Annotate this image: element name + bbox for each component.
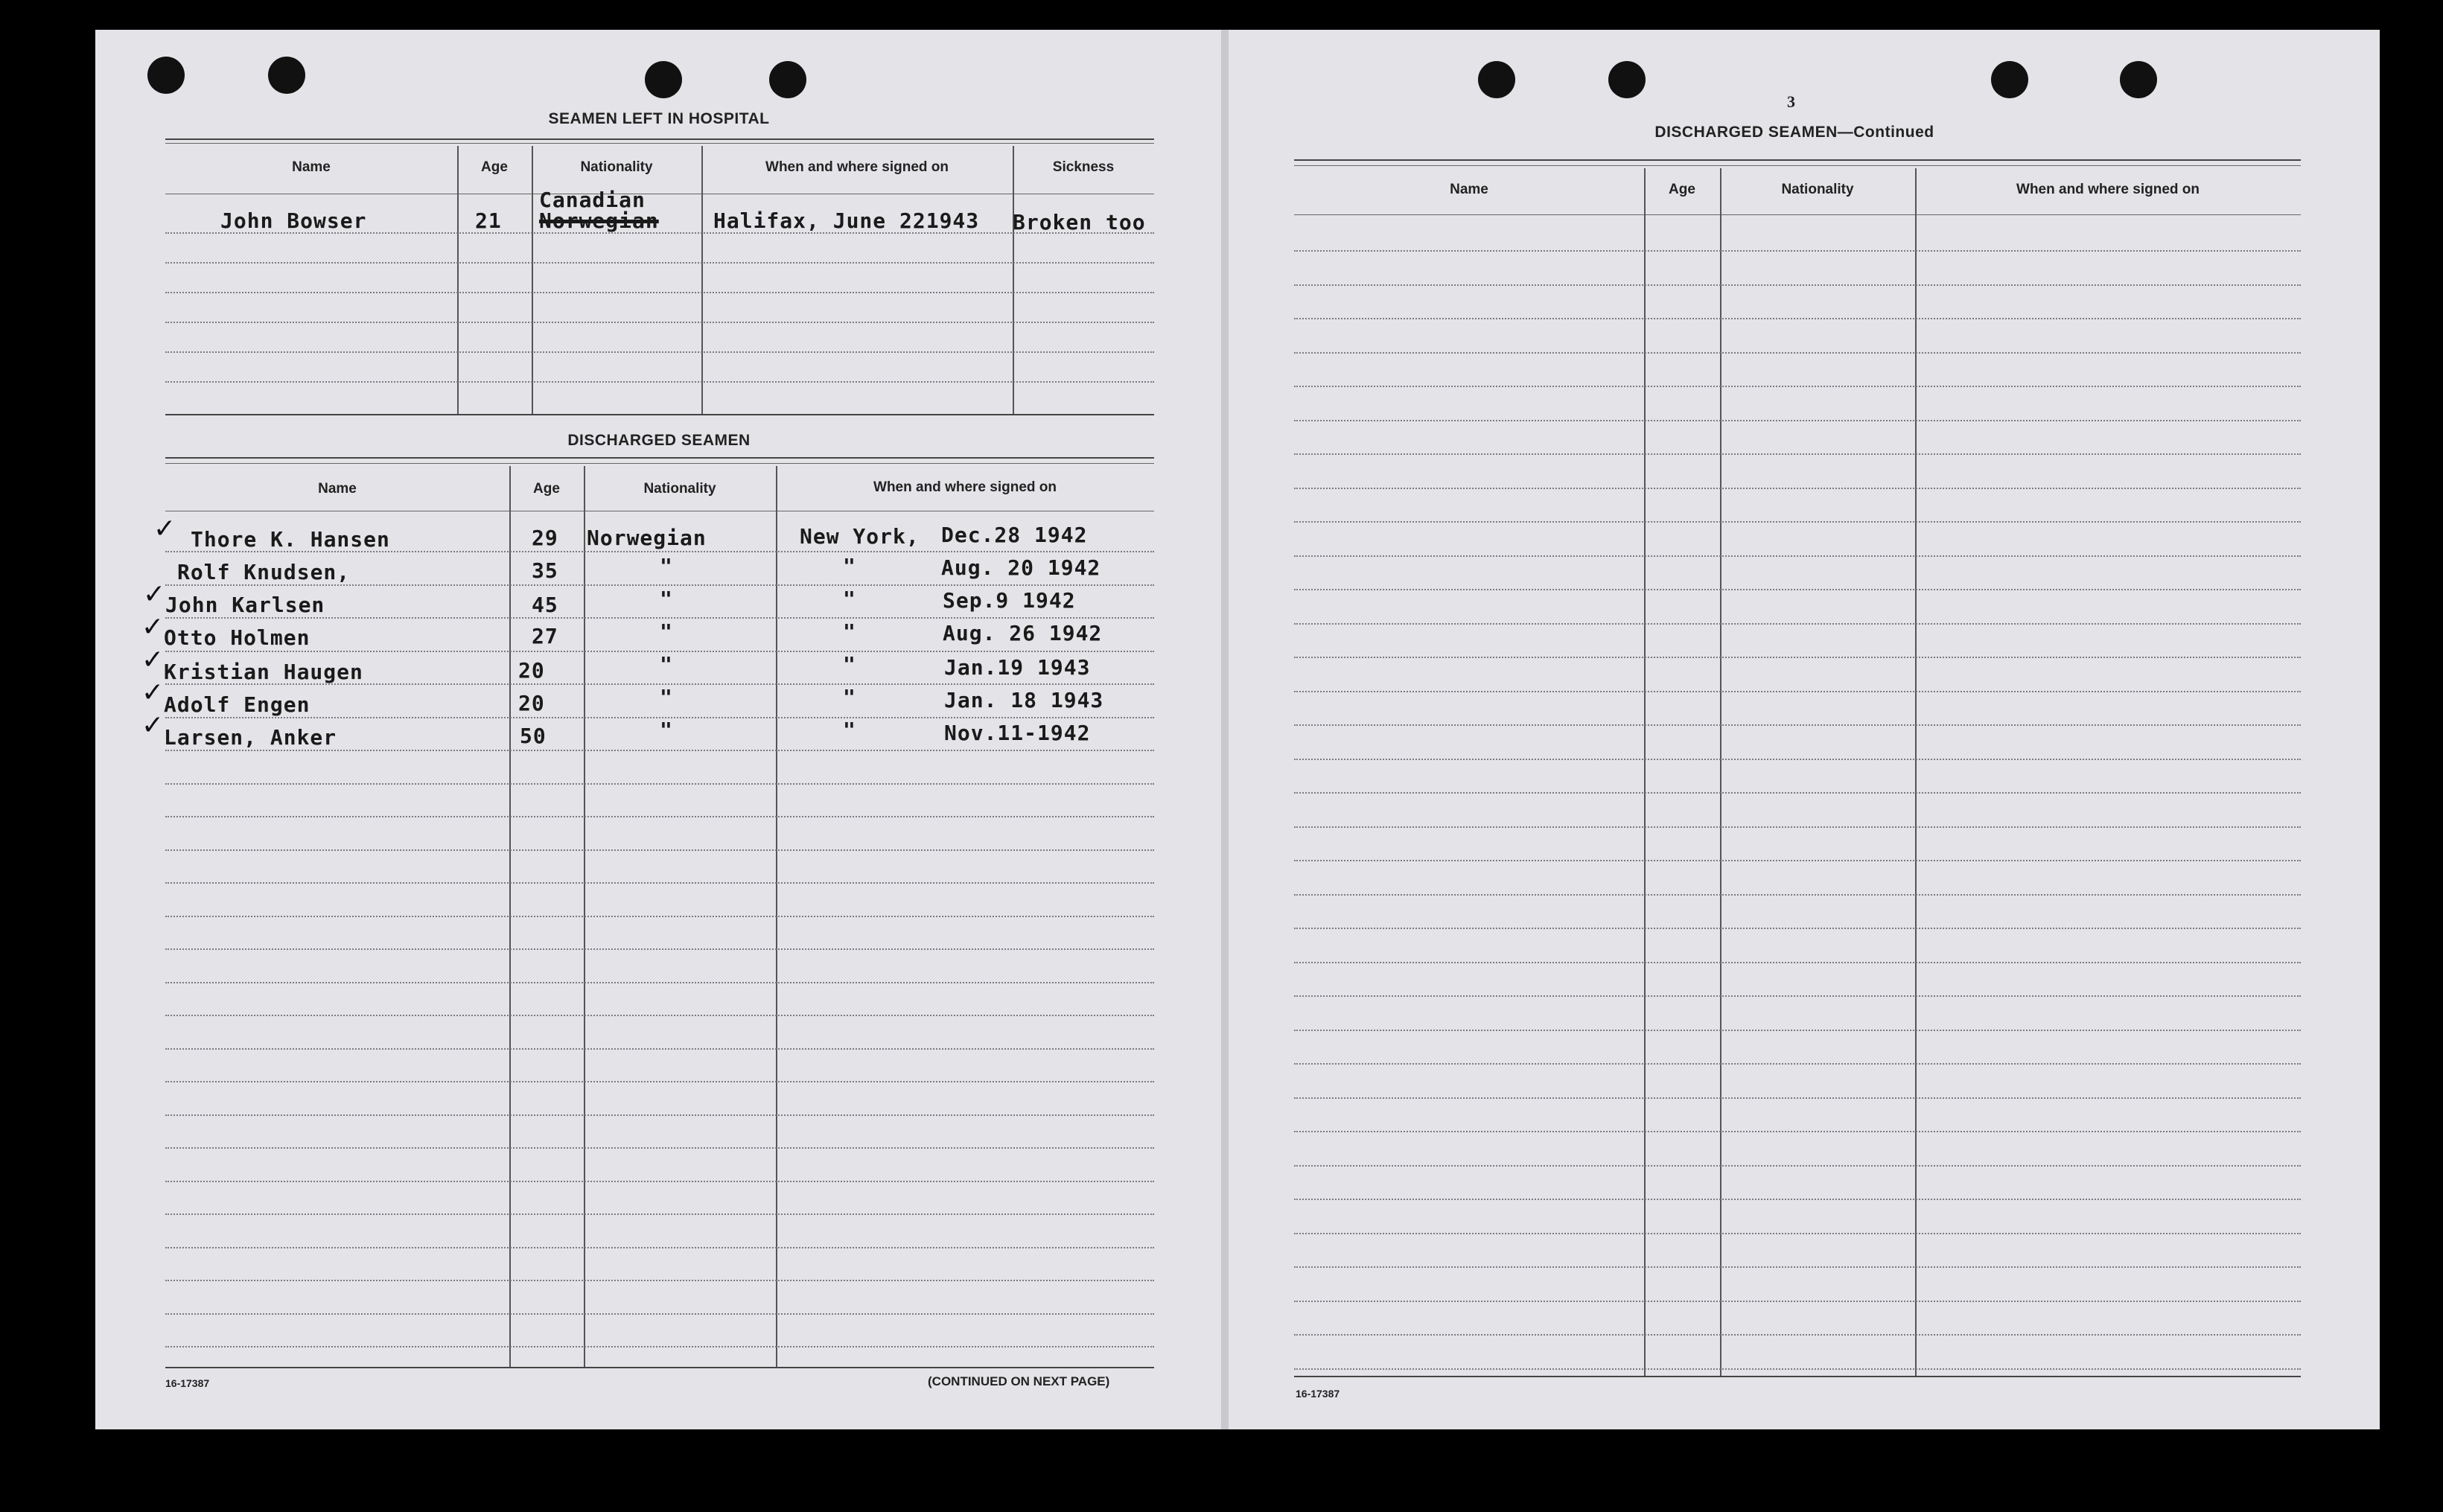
ruled-line	[1294, 623, 2301, 625]
ruled-line	[1294, 386, 2301, 387]
signed-on-place: "	[843, 554, 856, 578]
right-section-title: DISCHARGED SEAMEN—Continued	[1654, 124, 1934, 141]
hospital-row-signed-on: Halifax, June 221943	[713, 208, 980, 233]
right-header-signed-on: When and where signed on	[2016, 182, 2200, 197]
hospital-header-age: Age	[481, 159, 508, 175]
hospital-row-line	[165, 351, 1154, 353]
seaman-nationality: "	[660, 652, 673, 677]
seaman-nationality: "	[660, 619, 673, 644]
right-col-divider	[1720, 168, 1721, 1376]
ruled-line	[1294, 1334, 2301, 1336]
ruled-line	[1294, 657, 2301, 658]
right-page	[1229, 30, 2380, 1429]
ruled-line	[165, 1114, 1154, 1116]
punch-hole	[769, 61, 806, 98]
ruled-line	[165, 1346, 1154, 1347]
signed-on-place: "	[843, 652, 856, 677]
right-col-divider	[1915, 168, 1917, 1376]
signed-on-date: Sep.9 1942	[943, 588, 1076, 613]
ruled-line	[165, 783, 1154, 785]
discharged-col-divider	[509, 466, 511, 1368]
ruled-line	[1294, 1199, 2301, 1200]
ruled-line	[1294, 1301, 2301, 1302]
page-gutter	[1221, 30, 1229, 1429]
hospital-row-line	[165, 381, 1154, 383]
right-header-nationality: Nationality	[1781, 182, 1854, 197]
discharged-col-divider	[776, 466, 777, 1368]
hospital-header-signed-on: When and where signed on	[765, 159, 949, 175]
ruled-line	[165, 1015, 1154, 1016]
hospital-header-nationality: Nationality	[580, 159, 653, 175]
check-mark: ✓	[143, 579, 166, 610]
signed-on-date: Jan.19 1943	[944, 655, 1091, 680]
hospital-top-rule-2	[165, 143, 1154, 144]
left-form-number: 16-17387	[165, 1377, 210, 1389]
hospital-header-sickness: Sickness	[1052, 159, 1115, 175]
hospital-top-rule	[165, 138, 1154, 140]
check-mark: ✓	[153, 514, 176, 544]
check-mark: ✓	[141, 645, 165, 675]
ruled-line	[1294, 488, 2301, 489]
hospital-row-line	[165, 292, 1154, 293]
continued-note: (CONTINUED ON NEXT PAGE)	[928, 1374, 1110, 1388]
signed-on-date: Nov.11-1942	[944, 721, 1091, 745]
ruled-line	[165, 1048, 1154, 1050]
check-mark: ✓	[141, 612, 165, 642]
ruled-line	[1294, 555, 2301, 557]
ruled-line	[165, 1181, 1154, 1182]
seaman-nationality: Norwegian	[587, 526, 707, 550]
seaman-name: John Karlsen	[165, 593, 325, 617]
right-header-name: Name	[1450, 182, 1488, 197]
seaman-age: 20	[518, 658, 545, 683]
punch-hole	[1991, 61, 2028, 98]
hospital-row-name: John Bowser	[220, 208, 367, 233]
seaman-age: 50	[520, 724, 547, 748]
ruled-line	[1294, 1266, 2301, 1268]
ruled-line	[165, 1280, 1154, 1281]
ruled-line	[1294, 1233, 2301, 1234]
ruled-line	[1294, 1063, 2301, 1065]
hospital-row-nationality: Canadian	[539, 188, 646, 212]
ruled-line	[1294, 860, 2301, 861]
signed-on-date: Aug. 20 1942	[941, 555, 1101, 580]
seaman-age: 45	[532, 593, 558, 617]
ruled-line	[1294, 589, 2301, 590]
hospital-col-divider	[701, 146, 703, 414]
ruled-line	[1294, 1030, 2301, 1031]
signed-on-date: Dec.28 1942	[941, 523, 1088, 547]
seaman-nationality: "	[660, 718, 673, 742]
discharged-bottom-rule	[165, 1367, 1154, 1368]
ruled-line	[1294, 724, 2301, 726]
right-top-rule-2	[1294, 165, 2301, 166]
seaman-name: Otto Holmen	[164, 625, 310, 650]
seaman-age: 29	[532, 526, 558, 550]
discharged-col-divider	[584, 466, 585, 1368]
ruled-line	[1294, 792, 2301, 794]
seaman-nationality: "	[660, 554, 673, 578]
punch-hole	[1608, 61, 1646, 98]
discharged-header-nationality: Nationality	[643, 481, 716, 497]
signed-on-place: "	[843, 619, 856, 644]
right-col-divider	[1644, 168, 1646, 1376]
check-mark: ✓	[141, 710, 165, 741]
ruled-line	[1294, 759, 2301, 760]
ruled-line	[165, 1081, 1154, 1082]
signed-on-place: "	[843, 587, 856, 611]
ruled-line	[165, 1213, 1154, 1215]
hospital-row-line	[165, 322, 1154, 323]
right-top-rule	[1294, 159, 2301, 161]
ruled-line	[165, 916, 1154, 917]
seaman-name: Larsen, Anker	[164, 725, 337, 750]
ruled-line	[1294, 420, 2301, 421]
ruled-line	[1294, 284, 2301, 286]
hospital-col-divider	[457, 146, 459, 414]
hospital-header-name: Name	[292, 159, 331, 175]
ruled-line	[1294, 521, 2301, 523]
seaman-age: 20	[518, 691, 545, 715]
ruled-line	[165, 882, 1154, 884]
discharged-header-signed-on: When and where signed on	[873, 479, 1057, 495]
right-header-rule	[1294, 214, 2301, 215]
seaman-name: Adolf Engen	[164, 692, 310, 717]
ruled-line	[1294, 1368, 2301, 1370]
ruled-line	[1294, 962, 2301, 963]
ruled-line	[1294, 1165, 2301, 1167]
ruled-line	[1294, 928, 2301, 929]
discharged-top-rule-2	[165, 463, 1154, 464]
hospital-row-sickness: Broken too	[1013, 210, 1146, 235]
seaman-name: Rolf Knudsen,	[177, 560, 351, 584]
check-mark: ✓	[141, 677, 165, 708]
discharged-top-rule	[165, 457, 1154, 459]
ruled-line	[165, 617, 1154, 619]
seaman-age: 27	[532, 624, 558, 648]
ruled-line	[1294, 826, 2301, 828]
ruled-line	[165, 1313, 1154, 1315]
hospital-row-line	[165, 262, 1154, 264]
ruled-line	[1294, 995, 2301, 997]
seaman-name: Thore K. Hansen	[191, 527, 390, 552]
punch-hole	[645, 61, 682, 98]
ruled-line	[165, 1247, 1154, 1248]
ruled-line	[165, 1147, 1154, 1149]
punch-hole	[147, 57, 185, 94]
punch-hole	[1478, 61, 1515, 98]
ruled-line	[165, 816, 1154, 817]
hospital-row-age: 21	[475, 208, 502, 233]
discharged-header-age: Age	[533, 481, 560, 497]
page-number: 3	[1787, 92, 1795, 111]
ruled-line	[1294, 691, 2301, 692]
hospital-bottom-rule	[165, 414, 1154, 415]
hospital-col-divider	[532, 146, 533, 414]
ruled-line	[165, 849, 1154, 851]
signed-on-date: Jan. 18 1943	[944, 688, 1104, 712]
ruled-line	[1294, 894, 2301, 896]
ruled-line	[1294, 318, 2301, 319]
signed-on-place: "	[843, 685, 856, 709]
ruled-line	[1294, 453, 2301, 455]
hospital-section-title: SEAMEN LEFT IN HOSPITAL	[548, 110, 770, 127]
seaman-nationality: "	[660, 587, 673, 611]
hospital-row-nationality-struck: Norwegian	[539, 208, 659, 233]
discharged-header-name: Name	[318, 481, 357, 497]
ruled-line	[1294, 1131, 2301, 1132]
ruled-line	[165, 948, 1154, 950]
ruled-line	[1294, 352, 2301, 354]
right-bottom-rule	[1294, 1376, 2301, 1377]
signed-on-place: "	[843, 718, 856, 742]
signed-on-place: New York,	[800, 524, 920, 549]
ruled-line	[1294, 250, 2301, 252]
seaman-nationality: "	[660, 685, 673, 709]
seaman-name: Kristian Haugen	[164, 660, 363, 684]
hospital-col-divider	[1013, 146, 1014, 414]
right-form-number: 16-17387	[1296, 1388, 1340, 1400]
discharged-section-title: DISCHARGED SEAMEN	[567, 432, 751, 449]
ruled-line	[165, 982, 1154, 983]
ruled-line	[1294, 1097, 2301, 1099]
right-header-age: Age	[1669, 182, 1695, 197]
punch-hole	[2120, 61, 2157, 98]
signed-on-date: Aug. 26 1942	[943, 621, 1103, 645]
seaman-age: 35	[532, 558, 558, 583]
ruled-line	[165, 750, 1154, 751]
punch-hole	[268, 57, 305, 94]
